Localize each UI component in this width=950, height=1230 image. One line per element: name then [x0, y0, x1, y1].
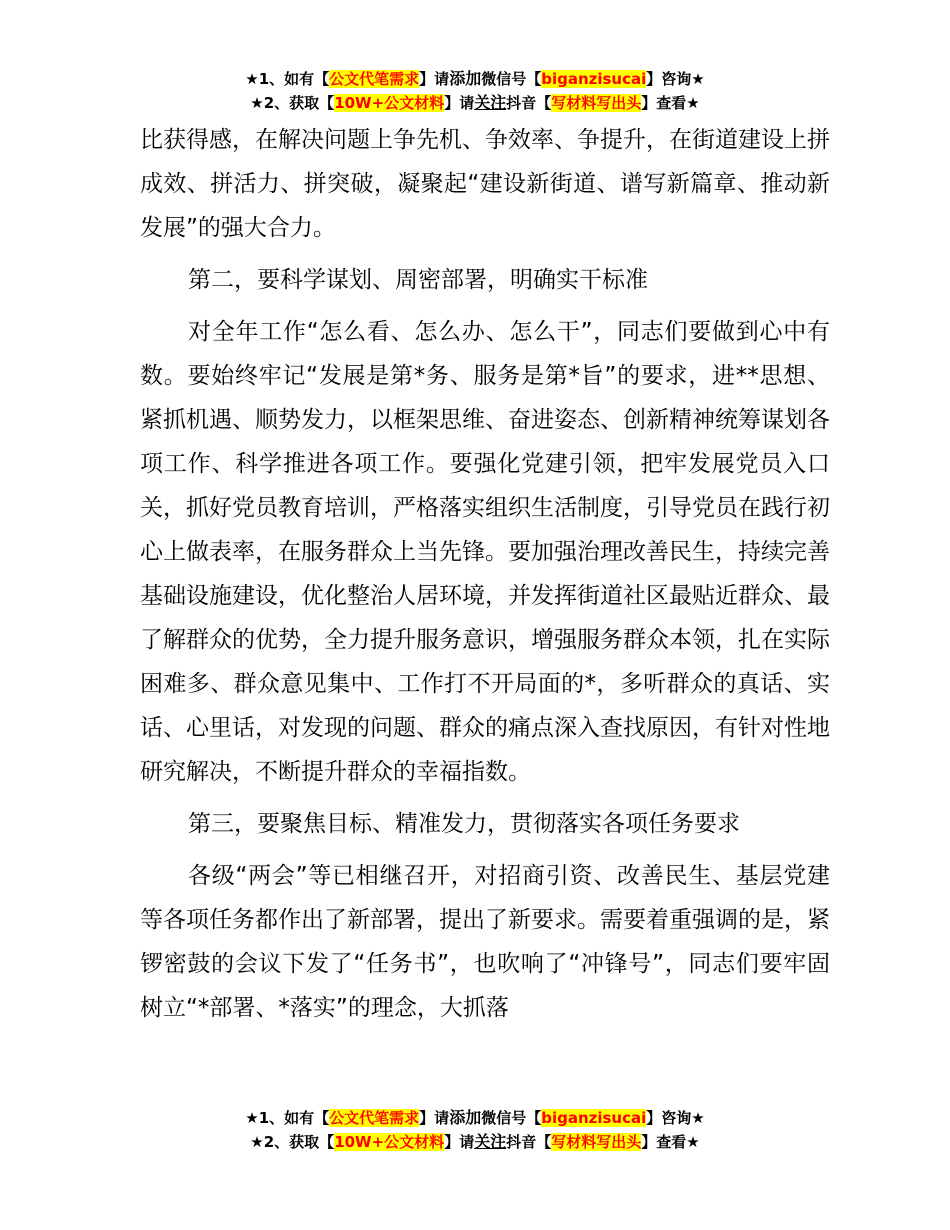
banner-highlight-wechat-id: biganzisucai: [541, 70, 647, 88]
banner-highlight-materials: 10W+公文材料: [334, 94, 445, 112]
footer-highlight-materials: 10W+公文材料: [334, 1133, 445, 1151]
footer-line-1-text-2: 微信号【: [481, 1109, 542, 1127]
paragraph-continuation: 比获得感，在解决问题上争先机、争效率、争提升，在街道建设上拼成效、拼活力、拼突破，凝聚起“建设新街道、谱写新篇章、推动新发展”的强大合力。: [140, 127, 830, 241]
header-banner: [0, 67, 950, 115]
footer-line-1-suffix: 】咨询★: [646, 1109, 705, 1127]
paragraph-section-2: 对全年工作“怎么看、怎么办、怎么干”，同志们要做到心中有数。要始终牢记“发展是第*务、服务是第*旨”的要求，进**思想、紧抓机遇、顺势发力，以框架思维、奋进姿态、创新精神统筹谋划各项工作、科学推进各项工作。要强化党建引领，把牢发展党员入口关，抓好党员教育培训，严格落实组织生活制度，引导党员在践行初心上做表率，在服务群众上当先锋。要加强治理改善民生，持续完善基础设施建设，优化整治人居环境，并发挥街道社区最贴近群众、最了解群众的优势，全力提升服务意识，增强服务群众本领，扎在实际困难多、群众意见集中、工作打不开局面的*，多听群众的真话、实话、心里话，对发现的问题、群众的痛点深入查找原因，有针对性地研究解决，不断提升群众的幸福指数。: [140, 319, 830, 785]
banner-line-2: [0, 91, 950, 115]
footer-line-2-text-2: 抖音【: [506, 1133, 552, 1151]
footer-highlight-douyin-id: 写材料写出头: [551, 1133, 642, 1151]
footer-highlight-service: 公文代笔需求: [329, 1109, 420, 1127]
banner-line-1-emphasis: 添加: [449, 69, 482, 88]
footer-line-1-emphasis: 添加: [449, 1108, 482, 1127]
footer-line-2-emphasis: 关注: [474, 1132, 507, 1151]
footer-highlight-wechat-id: biganzisucai: [541, 1109, 647, 1127]
footer-line-1-text: 】请: [419, 1109, 450, 1127]
footer-line-2-prefix: ★2、获取【: [250, 1133, 335, 1151]
banner-line-1: [0, 67, 950, 91]
footer-line-2-suffix: 】查看★: [641, 1133, 700, 1151]
banner-line-1-text: 】请: [419, 70, 450, 88]
banner-highlight-service: 公文代笔需求: [329, 70, 420, 88]
section-heading-2: 第二，要科学谋划、周密部署，明确实干标准: [188, 267, 648, 293]
section-heading-3: 第三，要聚焦目标、精准发力，贯彻落实各项任务要求: [188, 811, 740, 837]
banner-line-2-suffix: 】查看★: [641, 94, 700, 112]
banner-line-1-text-2: 微信号【: [481, 70, 542, 88]
paragraph-section-3: 各级“两会”等已相继召开，对招商引资、改善民生、基层党建等各项任务都作出了新部署，提出了新要求。需要着重强调的是，紧锣密鼓的会议下发了“任务书”，也吹响了“冲锋号”，同志们要牢固树立“*部署、*落实”的理念，大抓落: [140, 863, 830, 1021]
banner-line-2-text-2: 抖音【: [506, 94, 552, 112]
footer-banner: [0, 1106, 950, 1154]
footer-line-2-text: 】请: [444, 1133, 475, 1151]
banner-line-2-prefix: ★2、获取【: [250, 94, 335, 112]
banner-line-2-text: 】请: [444, 94, 475, 112]
banner-line-2-emphasis: 关注: [474, 93, 507, 112]
footer-line-1-prefix: ★1、如有【: [245, 1109, 330, 1127]
banner-highlight-douyin-id: 写材料写出头: [551, 94, 642, 112]
footer-banner-line-1: [0, 1106, 950, 1130]
banner-line-1-prefix: ★1、如有【: [245, 70, 330, 88]
banner-line-1-suffix: 】咨询★: [646, 70, 705, 88]
document-body: [140, 118, 830, 1030]
footer-banner-line-2: [0, 1130, 950, 1154]
